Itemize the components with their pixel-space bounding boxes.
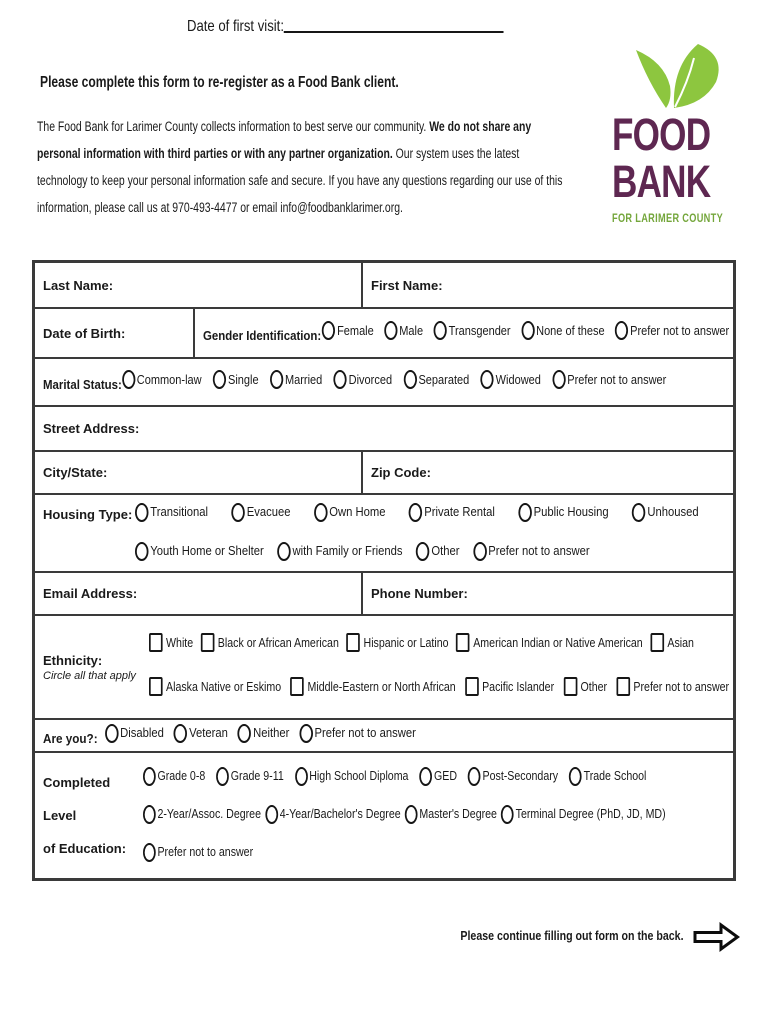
radio-icon[interactable] bbox=[468, 767, 481, 786]
option-label: Single bbox=[227, 372, 259, 387]
option-post-secondary[interactable] bbox=[468, 767, 558, 786]
option-label: Other bbox=[580, 679, 608, 694]
option-label: Evacuee bbox=[246, 505, 291, 519]
option-transitional[interactable] bbox=[135, 503, 208, 522]
gender-cell bbox=[193, 309, 770, 357]
zip-code-cell bbox=[361, 452, 733, 493]
radio-icon[interactable] bbox=[404, 370, 417, 389]
education-label-line2: of Education: bbox=[43, 841, 127, 856]
checkbox-icon[interactable] bbox=[456, 633, 470, 652]
intro-text-bold: personal information with third parties or with any partner organization. bbox=[37, 146, 393, 161]
intro-text: The Food Bank for Larimer County collects information to best serve our community. bbox=[37, 119, 430, 134]
option-label: Prefer not to answer bbox=[488, 544, 590, 558]
option-alaska-native-or-eskimo[interactable] bbox=[149, 677, 281, 696]
phone-number-cell bbox=[361, 573, 733, 614]
first-name-field[interactable] bbox=[443, 263, 733, 307]
right-arrow-icon bbox=[692, 921, 740, 953]
option-label: Prefer not to answer bbox=[157, 845, 254, 859]
are-you-label: Are you?: bbox=[43, 730, 98, 746]
option-unhoused[interactable] bbox=[632, 503, 699, 522]
intro-text: Our system uses the latest bbox=[392, 146, 520, 161]
option-label: Separated bbox=[418, 372, 470, 387]
option-veteran[interactable] bbox=[174, 724, 228, 743]
option-single[interactable] bbox=[213, 370, 259, 389]
radio-icon[interactable] bbox=[552, 370, 565, 389]
checkbox-icon[interactable] bbox=[650, 633, 664, 652]
street-address-cell bbox=[35, 407, 733, 450]
housing-type-label: Housing Type: bbox=[43, 507, 133, 522]
option-label: Pacific Islander bbox=[482, 679, 555, 694]
option-label: Disabled bbox=[120, 726, 164, 740]
option-hispanic-or-latino[interactable] bbox=[347, 633, 449, 652]
option-label: Black or African American bbox=[217, 635, 339, 650]
option-common-law[interactable] bbox=[122, 370, 202, 389]
radio-icon[interactable] bbox=[265, 805, 278, 824]
option-disabled[interactable] bbox=[105, 724, 164, 743]
radio-icon[interactable] bbox=[518, 503, 532, 522]
radio-icon[interactable] bbox=[295, 767, 308, 786]
option-youth-home-or-shelter[interactable] bbox=[135, 542, 264, 561]
option-label: Divorced bbox=[348, 372, 393, 387]
option-prefer-not-to-answer[interactable] bbox=[473, 542, 590, 561]
radio-icon[interactable] bbox=[409, 503, 423, 522]
checkbox-icon[interactable] bbox=[563, 677, 577, 696]
option-american-indian-or-native-american[interactable] bbox=[456, 633, 642, 652]
page-title: Please complete this form to re-register as a Food Bank client. bbox=[40, 74, 399, 91]
row-marital-status bbox=[35, 357, 733, 405]
email-address-field[interactable] bbox=[137, 573, 361, 614]
option-label: Youth Home or Shelter bbox=[150, 544, 264, 558]
option-label: Female bbox=[337, 323, 374, 338]
checkbox-icon[interactable] bbox=[149, 633, 163, 652]
intro-line bbox=[37, 113, 562, 140]
option-divorced[interactable] bbox=[334, 370, 392, 389]
food-bank-logo bbox=[612, 38, 762, 225]
option-evacuee[interactable] bbox=[231, 503, 290, 522]
option-label: Veteran bbox=[189, 726, 228, 740]
option-label: Prefer not to answer bbox=[567, 372, 667, 387]
first-name-cell bbox=[361, 263, 733, 307]
gender-identification-label: Gender Identification: bbox=[203, 328, 322, 343]
option-label: High School Diploma bbox=[309, 769, 409, 783]
radio-icon[interactable] bbox=[143, 805, 156, 824]
logo-tagline: FOR LARIMER COUNTY bbox=[612, 213, 724, 225]
radio-icon[interactable] bbox=[143, 767, 156, 786]
row-housing-type bbox=[35, 493, 733, 571]
radio-icon[interactable] bbox=[632, 503, 646, 522]
option-married[interactable] bbox=[270, 370, 322, 389]
date-of-birth-field[interactable] bbox=[125, 309, 193, 357]
radio-icon[interactable] bbox=[314, 503, 328, 522]
option-grade-9-11[interactable] bbox=[216, 767, 283, 786]
are-you-options bbox=[105, 724, 416, 743]
row-name bbox=[35, 263, 733, 307]
option-label: None of these bbox=[536, 323, 605, 338]
radio-icon[interactable] bbox=[135, 503, 149, 522]
option-white[interactable] bbox=[149, 633, 193, 652]
option-pacific-islander[interactable] bbox=[465, 677, 554, 696]
sprout-leaves-icon bbox=[626, 38, 730, 110]
option-label: Transitional bbox=[150, 505, 209, 519]
option-label: 2-Year/Assoc. Degree bbox=[157, 807, 262, 821]
email-address-label: Email Address: bbox=[43, 586, 138, 601]
logo-word-food: FOOD bbox=[612, 109, 711, 160]
city-state-field[interactable] bbox=[107, 452, 361, 493]
option-label: Neither bbox=[253, 726, 290, 740]
phone-number-label: Phone Number: bbox=[371, 586, 468, 601]
option-label: Grade 9-11 bbox=[230, 769, 284, 783]
option-4-year-bachelor-s-degree[interactable] bbox=[265, 805, 400, 824]
logo-word-bank: BANK bbox=[612, 156, 711, 207]
option-label: Alaska Native or Eskimo bbox=[166, 679, 282, 694]
option-separated[interactable] bbox=[404, 370, 470, 389]
ethnicity-label: Ethnicity: bbox=[43, 652, 103, 668]
radio-icon[interactable] bbox=[521, 321, 534, 340]
intro-text: information, please call us at 970-493-4477 or email info@foodbanklarimer.org. bbox=[37, 200, 403, 215]
row-ethnicity bbox=[35, 614, 733, 718]
date-of-first-visit-row bbox=[187, 16, 573, 36]
ethnicity-sublabel: Circle all that apply bbox=[43, 669, 136, 682]
option-label: Terminal Degree (PhD, JD, MD) bbox=[515, 807, 666, 821]
street-address-label: Street Address: bbox=[43, 421, 140, 436]
city-state-label: City/State: bbox=[43, 465, 108, 480]
are-you-cell bbox=[35, 720, 733, 751]
option-label: American Indian or Native American bbox=[473, 635, 643, 650]
checkbox-icon[interactable] bbox=[201, 633, 215, 652]
checkbox-icon[interactable] bbox=[347, 633, 361, 652]
radio-icon[interactable] bbox=[213, 370, 226, 389]
housing-options-line1 bbox=[135, 503, 699, 522]
option-label: White bbox=[166, 635, 194, 650]
option-label: Prefer not to answer bbox=[633, 679, 730, 694]
checkbox-icon[interactable] bbox=[149, 677, 163, 696]
option-label: Middle-Eastern or North African bbox=[307, 679, 456, 694]
education-cell bbox=[35, 753, 758, 878]
intro-line bbox=[37, 140, 562, 167]
ethnicity-options-line2 bbox=[149, 677, 729, 696]
option-ged[interactable] bbox=[420, 767, 457, 786]
email-address-cell bbox=[35, 573, 361, 614]
first-name-label: First Name: bbox=[371, 277, 443, 293]
option-label: Prefer not to answer bbox=[630, 323, 730, 338]
option-label: Transgender bbox=[448, 323, 511, 338]
radio-icon[interactable] bbox=[277, 542, 291, 561]
radio-icon[interactable] bbox=[416, 542, 430, 561]
last-name-field[interactable] bbox=[113, 263, 361, 307]
option-trade-school[interactable] bbox=[569, 767, 646, 786]
radio-icon[interactable] bbox=[405, 805, 418, 824]
radio-icon[interactable] bbox=[143, 843, 156, 862]
last-name-label: Last Name: bbox=[43, 277, 114, 293]
education-label-line1: Completed Level bbox=[43, 775, 111, 823]
radio-icon[interactable] bbox=[334, 370, 347, 389]
date-of-first-visit-label: Date of first visit: bbox=[187, 18, 284, 35]
housing-type-cell bbox=[35, 495, 761, 571]
checkbox-icon[interactable] bbox=[465, 677, 479, 696]
marital-status-options bbox=[122, 370, 667, 389]
option-female[interactable] bbox=[322, 321, 374, 340]
intro-line bbox=[37, 167, 562, 194]
option-public-housing[interactable] bbox=[518, 503, 608, 522]
radio-icon[interactable] bbox=[122, 370, 135, 389]
radio-icon[interactable] bbox=[569, 767, 582, 786]
radio-icon[interactable] bbox=[420, 767, 433, 786]
housing-options-line2 bbox=[135, 542, 590, 561]
radio-icon[interactable] bbox=[174, 724, 188, 743]
option-prefer-not-to-answer[interactable] bbox=[615, 321, 729, 340]
intro-paragraph bbox=[37, 113, 711, 221]
intro-text-bold: We do not share any bbox=[429, 119, 532, 134]
row-dob-gender bbox=[35, 307, 733, 357]
intro-line bbox=[37, 194, 562, 221]
radio-icon[interactable] bbox=[615, 321, 628, 340]
intro-text: technology to keep your personal information safe and secure. If you have any questions regarding our use of this bbox=[37, 173, 563, 188]
row-email-phone bbox=[35, 571, 733, 614]
option-label: Private Rental bbox=[424, 505, 495, 519]
row-education bbox=[35, 751, 733, 878]
option-label: 4-Year/Bachelor's Degree bbox=[279, 807, 401, 821]
option-label: Grade 0-8 bbox=[157, 769, 206, 783]
option-prefer-not-to-answer[interactable] bbox=[143, 843, 253, 862]
radio-icon[interactable] bbox=[216, 767, 229, 786]
checkbox-icon[interactable] bbox=[290, 677, 304, 696]
option-label: Master's Degree bbox=[419, 807, 497, 821]
city-state-cell bbox=[35, 452, 361, 493]
option-2-year-assoc-degree[interactable] bbox=[143, 805, 261, 824]
option-prefer-not-to-answer[interactable] bbox=[616, 677, 729, 696]
radio-icon[interactable] bbox=[434, 321, 447, 340]
radio-icon[interactable] bbox=[481, 370, 494, 389]
option-label: Widowed bbox=[495, 372, 541, 387]
option-label: Post-Secondary bbox=[482, 769, 559, 783]
option-none-of-these[interactable] bbox=[521, 321, 604, 340]
option-transgender[interactable] bbox=[434, 321, 511, 340]
radio-icon[interactable] bbox=[105, 724, 119, 743]
option-prefer-not-to-answer[interactable] bbox=[552, 370, 666, 389]
date-of-first-visit-field[interactable] bbox=[284, 16, 504, 33]
radio-icon[interactable] bbox=[135, 542, 149, 561]
option-other[interactable] bbox=[416, 542, 459, 561]
radio-icon[interactable] bbox=[238, 724, 252, 743]
radio-icon[interactable] bbox=[299, 724, 313, 743]
checkbox-icon[interactable] bbox=[616, 677, 630, 696]
option-label: Male bbox=[399, 323, 424, 338]
option-grade-0-8[interactable] bbox=[143, 767, 205, 786]
ethnicity-options-line1 bbox=[149, 633, 694, 652]
option-own-home[interactable] bbox=[314, 503, 386, 522]
option-other[interactable] bbox=[563, 677, 607, 696]
option-high-school-diploma[interactable] bbox=[295, 767, 409, 786]
option-asian[interactable] bbox=[650, 633, 694, 652]
ethnicity-cell bbox=[35, 616, 770, 718]
option-with-family-or-friends[interactable] bbox=[277, 542, 402, 561]
zip-code-field[interactable] bbox=[431, 452, 733, 493]
option-middle-eastern-or-north-african[interactable] bbox=[290, 677, 455, 696]
education-options-line1 bbox=[143, 767, 646, 786]
option-label: Hispanic or Latino bbox=[363, 635, 449, 650]
option-label: Unhoused bbox=[647, 505, 699, 519]
row-street-address bbox=[35, 405, 733, 450]
option-label: Married bbox=[284, 372, 323, 387]
education-options-line2 bbox=[143, 805, 666, 824]
registration-form-table bbox=[32, 260, 736, 881]
row-are-you bbox=[35, 718, 733, 751]
option-widowed[interactable] bbox=[481, 370, 541, 389]
option-label: Common-law bbox=[136, 372, 202, 387]
marital-status-cell bbox=[35, 359, 751, 405]
option-neither[interactable] bbox=[238, 724, 290, 743]
option-label: Own Home bbox=[329, 505, 386, 519]
option-male[interactable] bbox=[384, 321, 423, 340]
radio-icon[interactable] bbox=[322, 321, 335, 340]
option-label: Trade School bbox=[583, 769, 647, 783]
option-private-rental[interactable] bbox=[409, 503, 495, 522]
zip-code-label: Zip Code: bbox=[371, 465, 431, 480]
radio-icon[interactable] bbox=[473, 542, 487, 561]
option-label: Prefer not to answer bbox=[314, 726, 416, 740]
date-of-birth-label: Date of Birth: bbox=[43, 325, 126, 341]
option-terminal-degree-phd-jd-md[interactable] bbox=[501, 805, 665, 824]
option-prefer-not-to-answer[interactable] bbox=[299, 724, 416, 743]
education-options-line3 bbox=[143, 843, 253, 862]
row-city-zip bbox=[35, 450, 733, 493]
marital-status-label: Marital Status: bbox=[43, 377, 122, 392]
date-of-birth-cell bbox=[35, 309, 193, 357]
gender-options bbox=[322, 321, 729, 340]
radio-icon[interactable] bbox=[501, 805, 514, 824]
continue-note: Please continue filling out form on the back. bbox=[460, 929, 684, 943]
option-label: Other bbox=[431, 544, 460, 558]
option-label: GED bbox=[433, 769, 458, 783]
radio-icon[interactable] bbox=[270, 370, 283, 389]
street-address-field[interactable] bbox=[139, 407, 733, 450]
option-master-s-degree[interactable] bbox=[405, 805, 497, 824]
radio-icon[interactable] bbox=[384, 321, 397, 340]
option-label: Asian bbox=[667, 635, 694, 650]
last-name-cell bbox=[35, 263, 361, 307]
radio-icon[interactable] bbox=[231, 503, 245, 522]
option-label: Public Housing bbox=[533, 505, 609, 519]
phone-number-field[interactable] bbox=[468, 573, 733, 614]
option-label: with Family or Friends bbox=[292, 544, 403, 558]
option-black-or-african-american[interactable] bbox=[201, 633, 339, 652]
